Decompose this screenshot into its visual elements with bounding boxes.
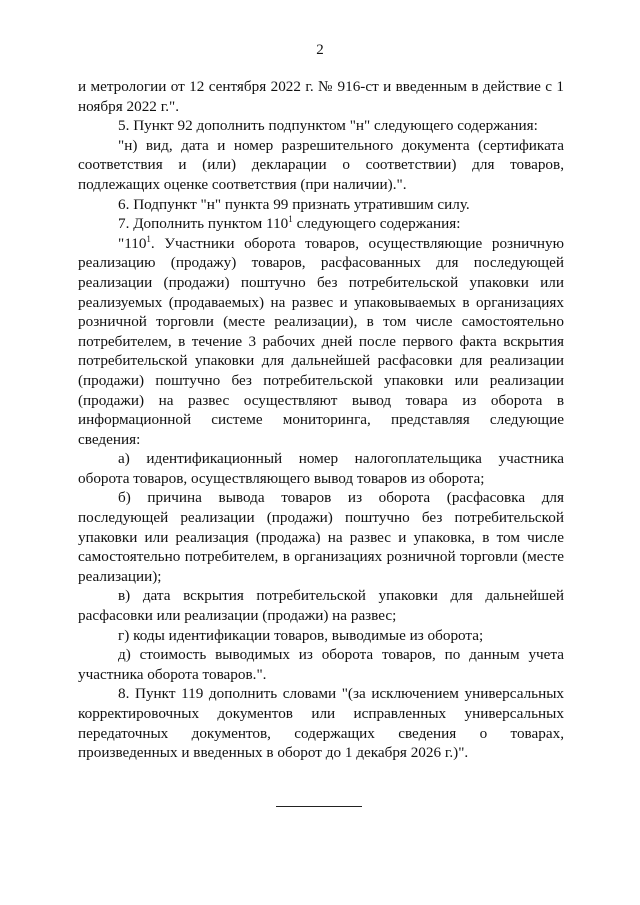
superscript-index: 1	[288, 214, 293, 225]
paragraph-text: 7. Дополнить пунктом 110	[118, 215, 289, 233]
paragraph-text: в) дата вскрытия потребительской упаковки для дальнейшей расфасовки или реализации (продажи) на развес;	[78, 587, 564, 625]
document-body	[78, 77, 564, 763]
paragraph-item-6	[78, 195, 564, 215]
paragraph-text: . Участники оборота товаров, осуществляющие розничную реализацию (продажу) товаров, расфасованных для последующей реализации (продажи) поштучно без потребительской упаковки или реализуемых (продаваемых) на развес и упаковываемых в организациях розничной торговли (месте реализации), в том числе самостоятельно потребителем, в течение 3 рабочих дней после первого факта вскрытия потребительской упаковки для дальнейшей расфасовки для реализации (продажи) поштучно без потребительской упаковки или реализации (продажи) на развес осуществляют вывод товара из оборота в информационной системе мониторинга, представляя следующие сведения:	[78, 234, 564, 448]
paragraph-text: 6. Подпункт "н" пункта 99 признать утратившим силу.	[118, 195, 470, 213]
paragraph-text: "110	[118, 234, 147, 252]
end-divider	[276, 806, 362, 807]
paragraph-continuation	[78, 77, 564, 116]
paragraph-subitem-b	[78, 488, 564, 586]
paragraph-item-7	[78, 214, 564, 234]
paragraph-subitem-v	[78, 586, 564, 625]
paragraph-text: "н) вид, дата и номер разрешительного документа (сертификата соответствия и (или) декларации о соответствии) для товаров, подлежащих оценке соответствия (при наличии).".	[78, 136, 564, 193]
paragraph-text: а) идентификационный номер налогоплательщика участника оборота товаров, осуществляющего вывод товаров из оборота;	[78, 450, 564, 487]
paragraph-subitem-d	[78, 645, 564, 684]
paragraph-subitem-g	[78, 626, 564, 646]
paragraph-text: 5. Пункт 92 дополнить подпунктом "н" следующего содержания:	[118, 117, 538, 135]
paragraph-text: 8. Пункт 119 дополнить словами "(за исключением универсальных корректировочных документов или исправленных универсальных передаточных документов, содержащих сведения о товарах, произведенных и введенных в оборот до 1 декабря 2026 г.)".	[78, 685, 564, 762]
paragraph-point-110-1	[78, 234, 564, 450]
paragraph-subitem-n	[78, 136, 564, 195]
paragraph-item-5	[78, 116, 564, 136]
paragraph-text: г) коды идентификации товаров, выводимые из оборота;	[118, 626, 484, 644]
paragraph-text: следующего содержания:	[292, 215, 461, 233]
paragraph-text: б) причина вывода товаров из оборота (расфасовка для последующей реализации (продажи) поштучно без потребительской упаковки или реализация (продажа) на развес и упаковка, в том числе самостоятельно потребителем, в организациях розничной торговли (месте реализации);	[78, 489, 564, 585]
paragraph-subitem-a	[78, 449, 564, 488]
superscript-index: 1	[146, 233, 151, 244]
page-number: 2	[316, 42, 324, 58]
paragraph-text: и метрологии от 12 сентября 2022 г. № 916-ст и введенным в действие с 1 ноября 2022 г.".	[78, 78, 564, 115]
paragraph-text: д) стоимость выводимых из оборота товаров, по данным учета участника оборота товаров.".	[78, 646, 564, 683]
paragraph-item-8	[78, 684, 564, 762]
